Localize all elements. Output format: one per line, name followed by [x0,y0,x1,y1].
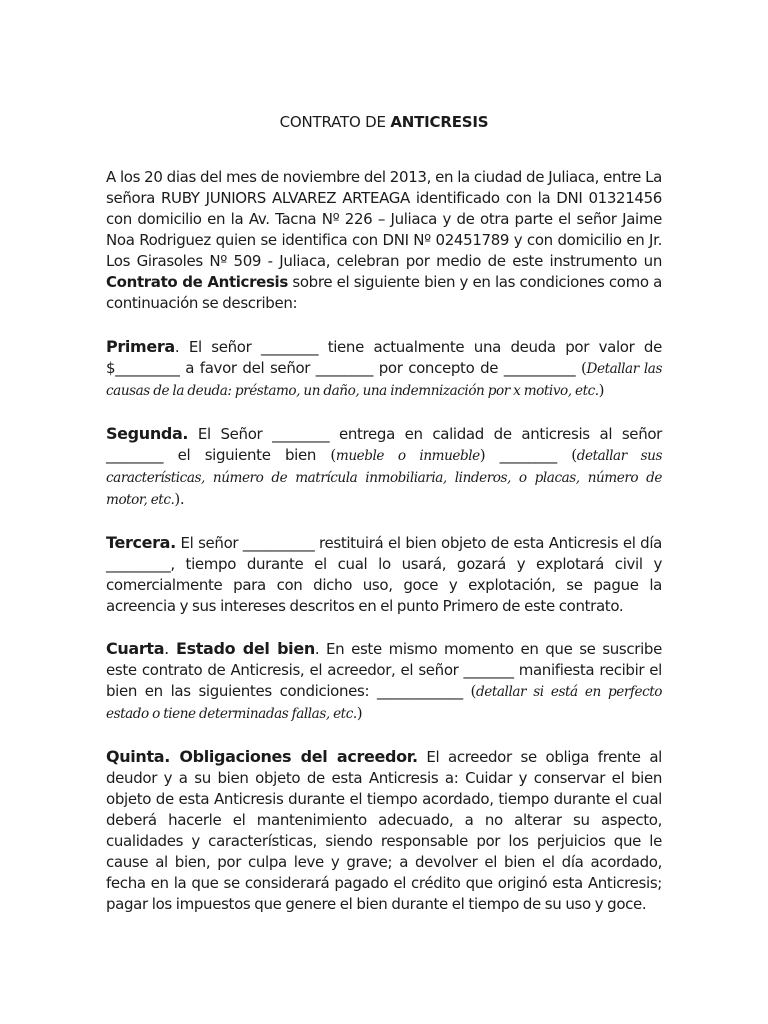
clause-segunda [106,423,662,511]
clause-quinta-heading: Quinta. Obligaciones del acreedor. [106,747,418,766]
clause-tercera-heading: Tercera. [106,533,176,552]
clause-tercera-text: El señor __________ restituirá el bien objeto de esta Anticresis el día _________, tiempo durante el cual lo usará, gozará y explotará civil y comercialmente para con dicho uso, goce y explotación, se pague la acreencia y sus intereses descritos en el punto Primero de este contrato. [106,534,662,615]
clause-primera-note: Detallar las causas de la deuda: préstamo, un daño, una indemnización por x motivo, etc. [106,361,662,399]
clause-primera [106,336,662,402]
title-strong: ANTICRESIS [390,113,489,131]
clause-segunda-text-2: ________ [485,446,572,464]
intro-paragraph [106,167,662,314]
clause-cuarta-note: detallar si está en perfecto estado o tiene determinadas fallas, etc. [106,684,662,722]
clause-primera-paren-open: ( [581,359,587,377]
clause-segunda-note-1: mueble o inmueble [335,448,480,464]
clause-quinta-text: El acreedor se obliga frente al deudor y a su bien objeto de esta Anticresis a: Cuidar y conservar el bien objeto de esta Anticresis durante el tiempo acordado, tiempo durante el cual deberá hacerle el mantenimiento adecuado, a no alterar su aspecto, cualidades y características, siendo responsable por los perjuicios que le cause al bien, por culpa leve y grave; a devolver el bien el día acordado, fecha en la que se considerará pagado el crédito que originó esta Anticresis; pagar los impuestos que genere el bien durante el tiempo de su uso y goce. [106,748,662,913]
clause-primera-paren-close: ) [598,381,605,399]
intro-text-2: sobre el siguiente bien y en las condiciones como a continuación se describen: [106,273,663,312]
clause-cuarta-separator: . [164,639,176,658]
clause-segunda-heading: Segunda. [106,424,189,443]
clause-segunda-paren2-open: ( [571,446,577,464]
clause-segunda-paren1-close: ) [479,446,486,464]
clause-cuarta-paren-open: ( [470,682,477,700]
clause-quinta [106,746,662,915]
clause-tercera [106,532,662,617]
clause-cuarta-paren-close: ) [356,704,363,722]
title-prefix: CONTRATO DE [279,113,391,131]
clause-segunda-note-2: detallar sus características, número de matrícula inmobiliaria, linderos, o placas, número de motor, etc. [106,448,662,508]
clause-primera-heading: Primera [106,337,175,356]
clause-cuarta-text: . En este mismo momento en que se suscribe este contrato de Anticresis, el acreedor, el señor _______ manifiesta recibir el bien en las siguientes condiciones: ____________ [106,640,662,700]
clause-cuarta-subheading: Estado del bien [175,639,315,658]
clause-cuarta-heading: Cuarta [106,639,165,658]
intro-bold: Contrato de Anticresis [106,273,288,291]
clause-segunda-paren2-close: ). [174,490,185,508]
clause-primera-text: . El señor ________ tiene actualmente una deuda por valor de $_________ a favor del señor ________ por concepto de __________ [106,338,662,377]
document-title [106,112,662,133]
clause-cuarta [106,638,662,725]
intro-text-1: A los 20 dias del mes de noviembre del 2013, en la ciudad de Juliaca, entre La señora RUBY JUNIORS ALVAREZ ARTEAGA identificado con la DNI 01321456 con domicilio en la Av. Tacna Nº 226 – Juliaca y de otra parte el señor Jaime Noa Rodriguez quien se identifica con DNI Nº 02451789 y con domicilio en Jr. Los Girasoles Nº 509 - Juliaca, celebran por medio de este instrumento un [106,168,662,270]
clause-segunda-text-1: El Señor ________ entrega en calidad de anticresis al señor ________ el siguiente bien [106,425,662,464]
clause-segunda-paren1-open: ( [330,446,336,464]
